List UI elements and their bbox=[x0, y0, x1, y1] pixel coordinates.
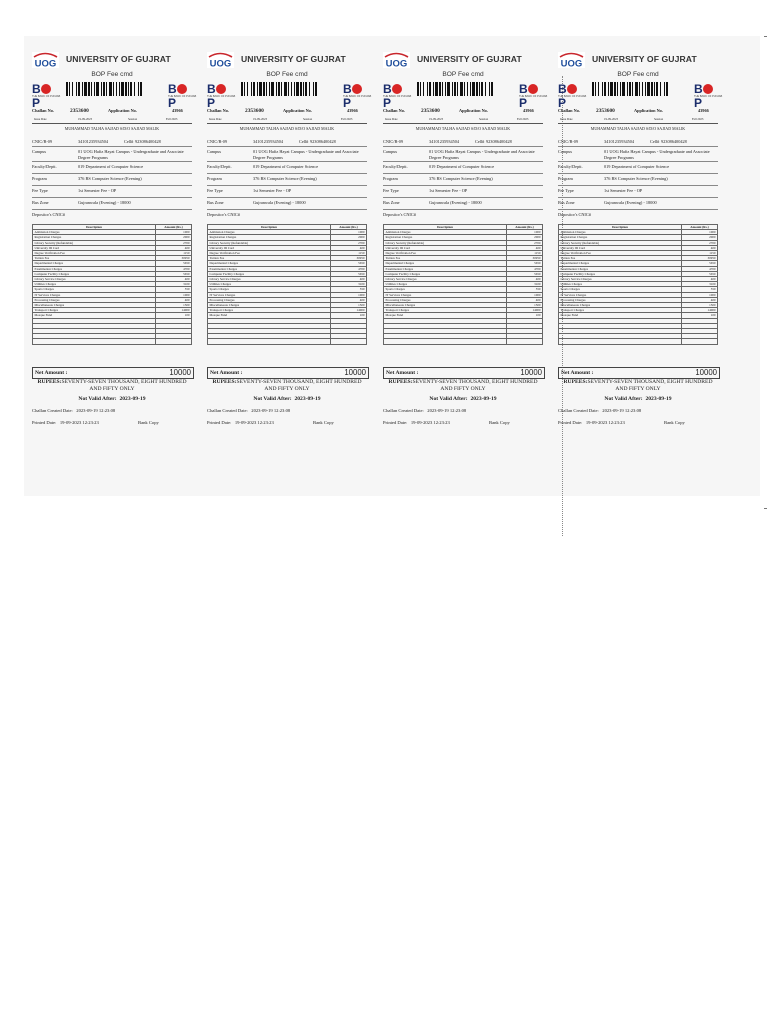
fee-row: Degree Verification Fee 1150 bbox=[34, 251, 190, 256]
barcode-bar bbox=[257, 82, 258, 96]
fee-row: Miscellaneous Charges 1500 bbox=[560, 303, 716, 308]
fee-row: Processing Charges 400 bbox=[34, 297, 190, 302]
barcode-bar bbox=[88, 82, 90, 96]
barcode-bar bbox=[457, 82, 458, 96]
barcode-bar bbox=[491, 82, 493, 96]
barcode-bar bbox=[315, 82, 317, 96]
fee-row: Library Service Charges 400 bbox=[560, 277, 716, 282]
info-row: Fee Type 1st Semester Fee - OP bbox=[207, 186, 367, 198]
fee-row: Library Service Charges 400 bbox=[209, 277, 365, 282]
fee-row: Processing Charges 400 bbox=[560, 297, 716, 302]
fee-row: Library Service Charges 400 bbox=[34, 277, 190, 282]
not-valid-after: Not Valid After: 2023-09-19 bbox=[604, 396, 672, 402]
fee-row: Processing Charges 400 bbox=[209, 297, 365, 302]
barcode-bar bbox=[447, 82, 450, 96]
not-valid-after: Not Valid After: 2023-09-19 bbox=[253, 396, 321, 402]
info-row: Fee Type 1st Semester Fee - OP bbox=[383, 186, 543, 198]
fee-row: Mosque Fund 100 bbox=[34, 313, 190, 318]
net-amount-value: 10000 bbox=[344, 368, 366, 377]
challan-number: 2353600 bbox=[245, 108, 264, 114]
fee-challan-copy bbox=[28, 46, 196, 446]
barcode-bar bbox=[91, 82, 92, 96]
fee-row: Processing Charges 400 bbox=[385, 297, 541, 302]
bop-logo-right: BP THE BANK OF PUNJAB bbox=[343, 82, 372, 110]
fee-row: Computer Facility Charges 5650 bbox=[34, 271, 190, 276]
info-row: Campus 01 UOG Hafiz Hayat Campus - Undergraduate and Associate Degree Programs bbox=[207, 147, 367, 162]
barcode-bar bbox=[627, 82, 628, 96]
barcode-bar bbox=[632, 82, 633, 96]
svg-text:UOG: UOG bbox=[209, 58, 232, 68]
university-name: UNIVERSITY OF GUJRAT bbox=[66, 54, 171, 64]
info-row: Faculty/Deptt. 019 Department of Computer Science bbox=[32, 162, 192, 174]
fee-row: Departmental Charges 5650 bbox=[560, 261, 716, 266]
barcode-bar bbox=[470, 82, 471, 96]
fee-row: University ID Card 400 bbox=[385, 245, 541, 250]
info-row: Faculty/Deptt. 019 Department of Computer Science bbox=[383, 162, 543, 174]
barcode-bar bbox=[481, 82, 483, 96]
barcode-bar bbox=[244, 82, 245, 96]
student-name: MUHAMMAD TALHA SAJJAD S/D/O SAJJAD MALIK bbox=[415, 126, 511, 131]
barcode-bar bbox=[445, 82, 446, 96]
fee-row: Miscellaneous Charges 1500 bbox=[34, 303, 190, 308]
barcode-bar bbox=[442, 82, 443, 96]
depositor-cnic-row: Depositor's CNIC# bbox=[558, 212, 591, 218]
fee-row: Miscellaneous Charges 1500 bbox=[209, 303, 365, 308]
student-info bbox=[207, 137, 367, 219]
fee-row: Tuition Fee 30950 bbox=[34, 256, 190, 261]
fee-row: University ID Card 400 bbox=[34, 245, 190, 250]
barcode-bar bbox=[645, 82, 646, 96]
university-name: UNIVERSITY OF GUJRAT bbox=[592, 54, 697, 64]
uog-logo bbox=[207, 52, 234, 68]
bop-logo-left: BP THE BANK OF PUNJAB bbox=[383, 82, 412, 110]
fee-row: Sports Charges 550 bbox=[560, 287, 716, 292]
barcode-bar bbox=[592, 82, 594, 96]
barcode-bar bbox=[604, 82, 606, 96]
fee-row: Degree Verification Fee 1150 bbox=[560, 251, 716, 256]
challan-created-date: Challan Created Date: 2023-09-19 12:23:08 bbox=[32, 408, 116, 413]
fee-row: Examination Charges 4700 bbox=[385, 266, 541, 271]
barcode-bar bbox=[614, 82, 616, 96]
barcode-bar bbox=[281, 82, 282, 96]
description-header: Description bbox=[384, 225, 507, 230]
fee-row: Computer Facility Charges 5650 bbox=[209, 271, 365, 276]
barcode-bar bbox=[467, 82, 468, 96]
barcode-bar bbox=[116, 82, 117, 96]
fee-row: Sports Charges 550 bbox=[34, 287, 190, 292]
fee-row: Transport Charges 14000 bbox=[385, 308, 541, 313]
issue-session-row: Issue Date 19-09-2023 Session Fall 2023 bbox=[383, 117, 543, 124]
barcode-bar bbox=[121, 82, 124, 96]
info-row: Bus Zone Gujranwala (Evening) - 18000 bbox=[383, 198, 543, 210]
barcode-bar bbox=[489, 82, 490, 96]
printed-date: Printed Date: 19-09-2023 12:23:23 Bank Copy bbox=[383, 420, 510, 425]
fee-row: Utilities Charges 3100 bbox=[34, 282, 190, 287]
barcode-bar bbox=[109, 82, 112, 96]
challan-number-row: Challan No. 2353600 Application No. 43966 bbox=[558, 108, 709, 114]
barcode-bar bbox=[96, 82, 99, 96]
barcode-bar bbox=[460, 82, 463, 96]
fee-row: Sports Charges 550 bbox=[209, 287, 365, 292]
fee-row: Registration Charges 2000 bbox=[385, 235, 541, 240]
copy-type: Bank Copy bbox=[489, 420, 510, 425]
student-info bbox=[383, 137, 543, 219]
svg-text:UOG: UOG bbox=[385, 58, 408, 68]
fee-row: Utilities Charges 3100 bbox=[560, 282, 716, 287]
fee-row: Mosque Fund 100 bbox=[560, 313, 716, 318]
fee-row: Utilities Charges 3100 bbox=[209, 282, 365, 287]
fee-row: Sports Charges 550 bbox=[385, 287, 541, 292]
cnic-row: CNIC/B-09 34101235934504 Cell# 923086400428 bbox=[383, 137, 543, 147]
info-row: Program 376 BS Computer Science (Evening) bbox=[383, 174, 543, 186]
fee-row: Degree Verification Fee 1150 bbox=[385, 251, 541, 256]
barcode-bar bbox=[300, 82, 302, 96]
amount-in-words: RUPEES:SEVENTY-SEVEN THOUSAND, EIGHT HUNDRED AND FIFTY ONLY bbox=[388, 379, 538, 392]
barcode-bar bbox=[647, 82, 650, 96]
fee-row: Mosque Fund 100 bbox=[385, 313, 541, 318]
barcode-bar bbox=[309, 82, 310, 96]
fee-row: Examination Charges 4700 bbox=[209, 266, 365, 271]
barcode-bar bbox=[642, 82, 643, 96]
amount-in-words: RUPEES:SEVENTY-SEVEN THOUSAND, EIGHT HUNDRED AND FIFTY ONLY bbox=[212, 379, 362, 392]
barcode-bar bbox=[76, 82, 77, 96]
fee-row: Registration Charges 2000 bbox=[209, 235, 365, 240]
fee-row: Library Security (Refundable) 2700 bbox=[209, 240, 365, 245]
fee-row: Library Security (Refundable) 2700 bbox=[385, 240, 541, 245]
challan-number: 2353600 bbox=[596, 108, 615, 114]
cnic-row: CNIC/B-09 34101235934504 Cell# 923086400428 bbox=[32, 137, 192, 147]
net-amount: Net Amount : 10000 bbox=[558, 367, 720, 379]
barcode-bar bbox=[602, 82, 603, 96]
fee-row: Miscellaneous Charges 1500 bbox=[385, 303, 541, 308]
fee-row: IT Services Charges 1000 bbox=[385, 292, 541, 297]
fee-row: Library Security (Refundable) 2700 bbox=[560, 240, 716, 245]
fee-row: Tuition Fee 30950 bbox=[385, 256, 541, 261]
printed-date: Printed Date: 19-09-2023 12:23:23 Bank Copy bbox=[32, 420, 159, 425]
barcode-bar bbox=[423, 82, 424, 96]
info-row: Faculty/Deptt. 019 Department of Computer Science bbox=[558, 162, 718, 174]
barcode-bar bbox=[113, 82, 114, 96]
barcode-bar bbox=[78, 82, 80, 96]
description-header: Description bbox=[559, 225, 682, 230]
barcode-bar bbox=[435, 82, 438, 96]
barcode-bar bbox=[654, 82, 655, 96]
uog-logo bbox=[558, 52, 585, 68]
barcode-bar bbox=[476, 82, 478, 96]
barcode-bar bbox=[656, 82, 658, 96]
info-row: Bus Zone Gujranwala (Evening) - 18000 bbox=[32, 198, 192, 210]
not-valid-after: Not Valid After: 2023-09-19 bbox=[429, 396, 497, 402]
fee-row: Transport Charges 14000 bbox=[34, 308, 190, 313]
net-amount: Net Amount : 10000 bbox=[207, 367, 369, 379]
fee-row: Computer Facility Charges 5650 bbox=[560, 271, 716, 276]
challan-number: 2353600 bbox=[421, 108, 440, 114]
fee-row: Admission Charges 1000 bbox=[560, 230, 716, 235]
fee-row: IT Services Charges 1000 bbox=[560, 292, 716, 297]
barcode-bar bbox=[433, 82, 434, 96]
barcode-bar bbox=[259, 82, 262, 96]
application-number: 43966 bbox=[172, 108, 183, 113]
fee-challan-copy bbox=[379, 46, 547, 446]
barcode-bar bbox=[271, 82, 274, 96]
info-row: Campus 01 UOG Hafiz Hayat Campus - Undergraduate and Associate Degree Programs bbox=[558, 147, 718, 162]
fee-row: IT Services Charges 1000 bbox=[209, 292, 365, 297]
info-row: Campus 01 UOG Hafiz Hayat Campus - Undergraduate and Associate Degree Programs bbox=[32, 147, 192, 162]
fee-challan-copy bbox=[203, 46, 371, 446]
copy-title: BOP Fee cmd bbox=[266, 71, 308, 78]
student-name: MUHAMMAD TALHA SAJJAD S/D/O SAJJAD MALIK bbox=[64, 126, 160, 131]
barcode-bar bbox=[472, 82, 475, 96]
fee-row: Admission Charges 1000 bbox=[209, 230, 365, 235]
barcode-bar bbox=[303, 82, 304, 96]
cnic-row: CNIC/B-09 34101235934504 Cell# 923086400428 bbox=[558, 137, 718, 147]
copy-type: Bank Copy bbox=[664, 420, 685, 425]
fee-row: Departmental Charges 5650 bbox=[209, 261, 365, 266]
svg-text:UOG: UOG bbox=[560, 58, 583, 68]
printed-date: Printed Date: 19-09-2023 12:23:23 Bank Copy bbox=[207, 420, 334, 425]
fee-row bbox=[208, 339, 367, 344]
barcode-bar bbox=[296, 82, 299, 96]
student-info bbox=[558, 137, 718, 219]
depositor-cnic-row: Depositor's CNIC# bbox=[32, 212, 65, 218]
fee-row: Registration Charges 2000 bbox=[34, 235, 190, 240]
barcode-bar bbox=[241, 82, 243, 96]
net-amount-value: 10000 bbox=[520, 368, 542, 377]
barcode-bar bbox=[464, 82, 465, 96]
info-row: Campus 01 UOG Hafiz Hayat Campus - Undergraduate and Associate Degree Programs bbox=[383, 147, 543, 162]
barcode bbox=[592, 82, 690, 96]
info-row: Bus Zone Gujranwala (Evening) - 18000 bbox=[558, 198, 718, 210]
barcode-bar bbox=[130, 82, 132, 96]
amount-in-words: RUPEES:SEVENTY-SEVEN THOUSAND, EIGHT HUNDRED AND FIFTY ONLY bbox=[563, 379, 713, 392]
barcode-bar bbox=[666, 82, 668, 96]
barcode-bar bbox=[608, 82, 609, 96]
fee-challan-copy bbox=[554, 46, 722, 446]
info-row: Program 376 BS Computer Science (Evening) bbox=[207, 174, 367, 186]
fee-row: Tuition Fee 30950 bbox=[560, 256, 716, 261]
fee-row: University ID Card 400 bbox=[560, 245, 716, 250]
barcode bbox=[241, 82, 339, 96]
barcode-bar bbox=[106, 82, 107, 96]
bop-logo-left: BP THE BANK OF PUNJAB bbox=[32, 82, 61, 110]
barcode-bar bbox=[610, 82, 613, 96]
fee-row bbox=[384, 339, 543, 344]
challan-number: 2353600 bbox=[70, 108, 89, 114]
fee-row: Mosque Fund 100 bbox=[209, 313, 365, 318]
university-name: UNIVERSITY OF GUJRAT bbox=[241, 54, 346, 64]
barcode-bar bbox=[629, 82, 631, 96]
barcode-bar bbox=[138, 82, 139, 96]
fee-row: Departmental Charges 5650 bbox=[385, 261, 541, 266]
barcode-bar bbox=[452, 82, 453, 96]
barcode-bar bbox=[595, 82, 596, 96]
copy-type: Bank Copy bbox=[138, 420, 159, 425]
depositor-cnic-row: Depositor's CNIC# bbox=[383, 212, 416, 218]
info-row: Faculty/Deptt. 019 Department of Computer Science bbox=[207, 162, 367, 174]
page-edge-mark bbox=[764, 508, 767, 509]
barcode-bar bbox=[620, 82, 621, 96]
copy-type: Bank Copy bbox=[313, 420, 334, 425]
fee-row: Transport Charges 14000 bbox=[209, 308, 365, 313]
university-name: UNIVERSITY OF GUJRAT bbox=[417, 54, 522, 64]
net-amount: Net Amount : 10000 bbox=[383, 367, 545, 379]
barcode-bar bbox=[454, 82, 456, 96]
barcode-bar bbox=[313, 82, 314, 96]
application-number: 43966 bbox=[347, 108, 358, 113]
info-row: Bus Zone Gujranwala (Evening) - 18000 bbox=[207, 198, 367, 210]
barcode-bar bbox=[101, 82, 102, 96]
challan-created-date: Challan Created Date: 2023-09-19 12:23:08 bbox=[558, 408, 642, 413]
barcode-bar bbox=[485, 82, 486, 96]
printed-date: Printed Date: 19-09-2023 12:23:23 Bank Copy bbox=[558, 420, 685, 425]
bop-logo-right: BP THE BANK OF PUNJAB bbox=[519, 82, 548, 110]
barcode-bar bbox=[128, 82, 129, 96]
fee-breakdown-table bbox=[207, 224, 367, 345]
info-row: Fee Type 1st Semester Fee - OP bbox=[558, 186, 718, 198]
fee-row: Library Service Charges 400 bbox=[385, 277, 541, 282]
barcode-bar bbox=[119, 82, 120, 96]
fee-row: University ID Card 400 bbox=[209, 245, 365, 250]
barcode-bar bbox=[598, 82, 599, 96]
fee-row: Examination Charges 4700 bbox=[34, 266, 190, 271]
barcode-bar bbox=[427, 82, 428, 96]
copy-title: BOP Fee cmd bbox=[617, 71, 659, 78]
fee-row: Transport Charges 14000 bbox=[560, 308, 716, 313]
depositor-cnic-row: Depositor's CNIC# bbox=[207, 212, 240, 218]
barcode bbox=[417, 82, 515, 96]
fee-breakdown-table bbox=[558, 224, 718, 345]
barcode-bar bbox=[635, 82, 638, 96]
info-row: Program 376 BS Computer Science (Evening) bbox=[558, 174, 718, 186]
svg-text:UOG: UOG bbox=[34, 58, 57, 68]
barcode-bar bbox=[94, 82, 95, 96]
fee-row: IT Services Charges 1000 bbox=[34, 292, 190, 297]
amount-in-words: RUPEES:SEVENTY-SEVEN THOUSAND, EIGHT HUNDRED AND FIFTY ONLY bbox=[37, 379, 187, 392]
issue-session-row: Issue Date 19-09-2023 Session Fall 2023 bbox=[558, 117, 718, 124]
barcode-bar bbox=[263, 82, 265, 96]
bop-logo-left: BP THE BANK OF PUNJAB bbox=[207, 82, 236, 110]
barcode-bar bbox=[247, 82, 248, 96]
fee-breakdown-table bbox=[383, 224, 543, 345]
barcode-bar bbox=[269, 82, 270, 96]
fee-breakdown-table bbox=[32, 224, 192, 345]
fee-row: Registration Charges 2000 bbox=[560, 235, 716, 240]
barcode-bar bbox=[266, 82, 267, 96]
barcode-bar bbox=[125, 82, 127, 96]
net-amount: Net Amount : 10000 bbox=[32, 367, 194, 379]
barcode-bar bbox=[84, 82, 87, 96]
amount-header: Amount (Rs.) bbox=[507, 225, 543, 230]
bop-logo-right: BP THE BANK OF PUNJAB bbox=[168, 82, 197, 110]
copy-title: BOP Fee cmd bbox=[442, 71, 484, 78]
barcode-bar bbox=[103, 82, 105, 96]
barcode-bar bbox=[140, 82, 142, 96]
description-header: Description bbox=[208, 225, 331, 230]
barcode-bar bbox=[294, 82, 295, 96]
challan-created-date: Challan Created Date: 2023-09-19 12:23:08 bbox=[207, 408, 291, 413]
barcode-bar bbox=[134, 82, 135, 96]
barcode-bar bbox=[72, 82, 73, 96]
uog-logo bbox=[32, 52, 59, 68]
fee-row: Degree Verification Fee 1150 bbox=[209, 251, 365, 256]
barcode-bar bbox=[69, 82, 70, 96]
info-row: Fee Type 1st Semester Fee - OP bbox=[32, 186, 192, 198]
challan-number-row: Challan No. 2353600 Application No. 43966 bbox=[207, 108, 358, 114]
barcode-bar bbox=[291, 82, 292, 96]
barcode-bar bbox=[66, 82, 68, 96]
fee-row: Tuition Fee 30950 bbox=[209, 256, 365, 261]
fee-row: Computer Facility Charges 5650 bbox=[385, 271, 541, 276]
student-name: MUHAMMAD TALHA SAJJAD S/D/O SAJJAD MALIK bbox=[239, 126, 335, 131]
net-amount-value: 10000 bbox=[695, 368, 717, 377]
barcode-bar bbox=[439, 82, 441, 96]
fee-row bbox=[33, 339, 192, 344]
barcode-bar bbox=[82, 82, 83, 96]
fee-row: Examination Charges 4700 bbox=[560, 266, 716, 271]
info-row: Program 376 BS Computer Science (Evening) bbox=[32, 174, 192, 186]
barcode-bar bbox=[617, 82, 618, 96]
fee-row: Admission Charges 1000 bbox=[34, 230, 190, 235]
issue-session-row: Issue Date 19-09-2023 Session Fall 2023 bbox=[32, 117, 192, 124]
fee-row: Admission Charges 1000 bbox=[385, 230, 541, 235]
barcode-bar bbox=[253, 82, 255, 96]
barcode-bar bbox=[251, 82, 252, 96]
application-number: 43966 bbox=[523, 108, 534, 113]
page-edge-mark bbox=[764, 36, 767, 37]
application-number: 43966 bbox=[698, 108, 709, 113]
barcode-bar bbox=[420, 82, 421, 96]
cnic-row: CNIC/B-09 34101235934504 Cell# 923086400428 bbox=[207, 137, 367, 147]
bop-logo-left: BP THE BANK OF PUNJAB bbox=[558, 82, 587, 110]
amount-header: Amount (Rs.) bbox=[331, 225, 367, 230]
amount-header: Amount (Rs.) bbox=[682, 225, 718, 230]
fee-row: Departmental Charges 5650 bbox=[34, 261, 190, 266]
barcode-bar bbox=[276, 82, 277, 96]
uog-logo bbox=[383, 52, 410, 68]
barcode-bar bbox=[639, 82, 640, 96]
issue-session-row: Issue Date 19-09-2023 Session Fall 2023 bbox=[207, 117, 367, 124]
barcode-bar bbox=[664, 82, 665, 96]
description-header: Description bbox=[33, 225, 156, 230]
barcode-bar bbox=[288, 82, 289, 96]
net-amount-value: 10000 bbox=[169, 368, 191, 377]
not-valid-after: Not Valid After: 2023-09-19 bbox=[78, 396, 146, 402]
barcode bbox=[66, 82, 164, 96]
fee-row: Library Security (Refundable) 2700 bbox=[34, 240, 190, 245]
student-name: MUHAMMAD TALHA SAJJAD S/D/O SAJJAD MALIK bbox=[590, 126, 686, 131]
challan-created-date: Challan Created Date: 2023-09-19 12:23:08 bbox=[383, 408, 467, 413]
barcode-bar bbox=[429, 82, 431, 96]
challan-number-row: Challan No. 2353600 Application No. 43966 bbox=[32, 108, 183, 114]
barcode-bar bbox=[305, 82, 307, 96]
student-info bbox=[32, 137, 192, 219]
barcode-bar bbox=[278, 82, 280, 96]
bop-logo-right: BP THE BANK OF PUNJAB bbox=[694, 82, 723, 110]
barcode-bar bbox=[479, 82, 480, 96]
barcode-bar bbox=[417, 82, 419, 96]
barcode-bar bbox=[622, 82, 625, 96]
barcode-bar bbox=[651, 82, 653, 96]
challan-number-row: Challan No. 2353600 Application No. 43966 bbox=[383, 108, 534, 114]
fee-row: Utilities Charges 3100 bbox=[385, 282, 541, 287]
barcode-bar bbox=[284, 82, 287, 96]
barcode-bar bbox=[660, 82, 661, 96]
copy-title: BOP Fee cmd bbox=[91, 71, 133, 78]
fee-row bbox=[559, 339, 718, 344]
amount-header: Amount (Rs.) bbox=[156, 225, 192, 230]
